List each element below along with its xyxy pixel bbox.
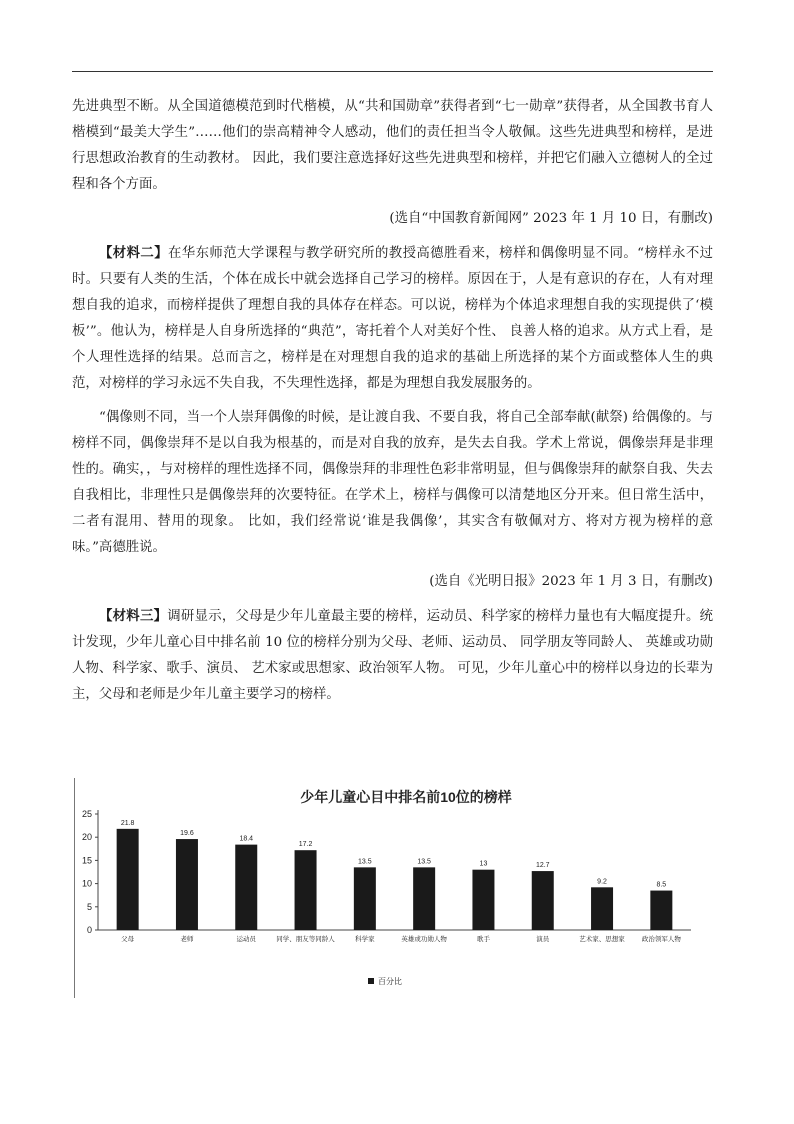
material-2-text: 在华东师范大学课程与教学研究所的教授高德胜看来，榜样和偶像明显不同。“榜样永不过时。只要有人类的生活，个体在成长中就会选择自己学习的榜样。原因在于，人是有意识的存在，人有对理想自我的追求，而榜样提供了理想自我的具体存在样态。可以说，榜样为个体追求理想自我的实现提供了‘模板’”。他认为，榜样是人自身所选择的“典范”，寄托着个人对美好个性、 良善人格的追求。从方式上看，是个人理性选择的结果。总而言之，榜样是在对理想自我的追求的基础上所选择的某个方面或整体人生的典范，对榜样的学习永远不失自我，不失理性选择，都是为理想自我发展服务的。 [72,246,714,391]
bar [295,850,317,930]
bar-data-label: 13 [479,860,488,868]
bar [472,870,494,930]
paragraph-1: 先进典型不断。从全国道德模范到时代楷模，从“共和国勋章”获得者到“七一勋章”获得者，从全国教书育人楷模到“最美大学生”……他们的崇高精神令人感动，他们的责任担当令人敬佩。这些先进典型和榜样，是进行思想政治教育的生动教材。 因此，我们要注意选择好这些先进典型和榜样，并把它们融入立德树人的全过程和各个方面。 [72,99,713,192]
chart-bars [117,820,682,943]
chart-frame-edge [74,778,75,998]
y-tick-label: 20 [81,832,92,843]
bar-data-label: 21.8 [120,819,135,827]
bar-chart-svg [76,778,696,998]
y-tick-label: 5 [86,901,92,912]
x-tick-label: 英雄或功勋人物 [401,936,447,943]
x-tick-label: 科学家 [355,936,375,943]
document-body [72,94,713,716]
y-tick-label: 25 [81,809,92,819]
bar [235,845,257,930]
x-tick-label: 艺术家、思想家 [579,936,625,943]
bar-data-label: 19.6 [180,830,194,838]
bar [413,867,435,930]
paragraph-3: “偶像则不同，当一个人崇拜偶像的时候，是让渡自我、不要自我，将自己全部奉献(献祭) 给偶像的。与榜样不同，偶像崇拜不是以自我为根基的，而是对自我的放弃，是失去自我。学术上常说，偶像崇拜是非理性的。确实，，与对榜样的理性选择不同，偶像崇拜的非理性色彩非常明显，但与偶像崇拜的献祭自我、失去自我相比，非理性只是偶像崇拜的次要特征。在学术上，榜样与偶像可以清楚地区分开来。但日常生活中，二者有混用、替用的现象。 比如，我们经常说‘谁是我偶像’，其实含有敬佩对方、将对方视为榜样的意味。”高德胜说。 [72,410,713,555]
material-2-paragraph [72,240,713,397]
y-tick-label: 0 [86,925,92,935]
material-3-paragraph [72,603,713,708]
header-rule [72,71,713,72]
y-tick-label: 10 [81,878,92,889]
x-tick-label: 运动员 [236,936,256,943]
bar-data-label: 9.2 [597,878,607,886]
bar-data-label: 17.2 [298,841,313,849]
bar-data-label: 13.5 [417,858,431,866]
bar [591,887,613,930]
legend-swatch [368,978,374,984]
bar [117,829,139,930]
legend-label: 百分比 [378,977,402,986]
bar-data-label: 18.4 [239,835,254,843]
source-citation-1: (选自“中国教育新闻网” 2023 年 1 月 10 日，有删改) [389,211,713,226]
material-2-tag: 【材料二】 [99,245,168,261]
x-tick-label: 歌手 [476,936,490,943]
x-tick-label: 同学、朋友等同龄人 [276,936,335,943]
y-tick-label: 15 [81,855,92,866]
bar [532,871,554,930]
material-3-tag: 【材料三】 [99,608,168,624]
bar [176,839,198,930]
bar-data-label: 13.5 [358,858,372,866]
bar-data-label: 12.7 [535,862,550,870]
x-tick-label: 老师 [180,936,194,943]
chart-legend [368,976,402,986]
material-3-text: 调研显示，父母是少年儿童最主要的榜样，运动员、科学家的榜样力量也有大幅度提升。统计发现，少年儿童心目中排名前 10 位的榜样分别为父母、老师、运动员、 同学朋友等同龄人、 英雄或功勋人物、科学家、歌手、演员、 艺术家或思想家、政治领军人物。 可见，少年儿童心中的榜样以身边的长辈为主，父母和老师是少年儿童主要学习的榜样。 [72,609,714,702]
source-citation-2: (选自《光明日报》2023 年 1 月 3 日，有删改) [429,574,713,589]
bar [354,867,376,930]
x-tick-label: 父母 [121,936,135,943]
bar-chart [76,778,696,998]
bar [650,891,672,930]
x-tick-label: 演员 [536,936,550,943]
x-tick-label: 政治领军人物 [641,936,681,943]
chart-title: 少年儿童心目中排名前10位的榜样 [300,789,512,805]
bar-data-label: 8.5 [656,881,667,889]
